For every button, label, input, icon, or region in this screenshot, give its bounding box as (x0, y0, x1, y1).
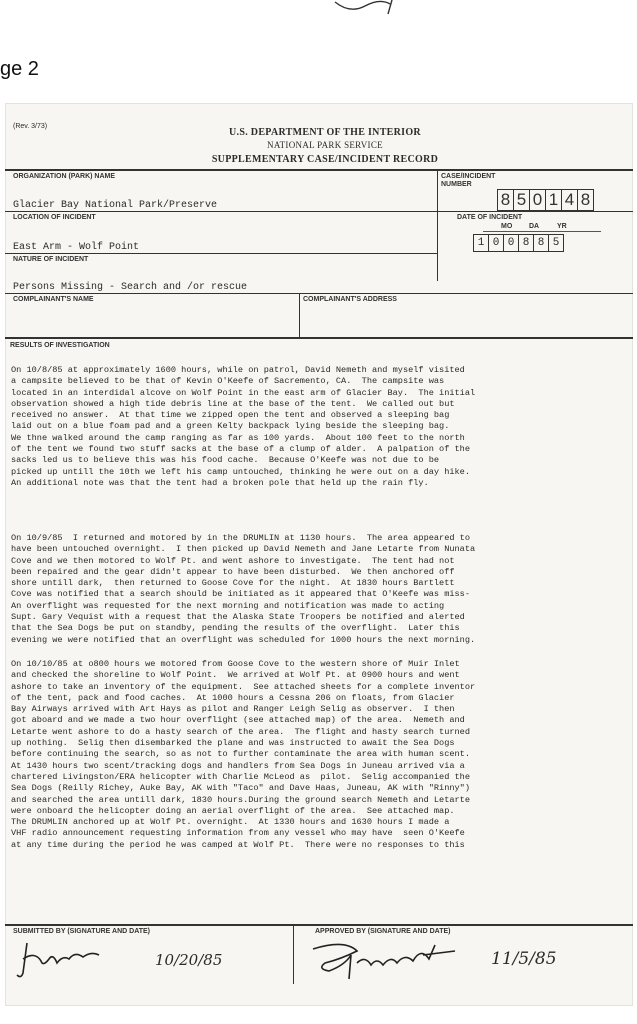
location-value: East Arm - Wolf Point (13, 242, 140, 253)
service-heading: NATIONAL PARK SERVICE (267, 140, 383, 150)
date-year-label: YR (557, 223, 567, 230)
results-label: RESULTS OF INVESTIGATION (10, 342, 110, 349)
divider (5, 169, 633, 171)
nature-value: Persons Missing - Search and /or rescue (13, 282, 248, 293)
submitter-signature (13, 937, 103, 981)
results-paragraph: On 10/8/85 at approximately 1600 hours, while on patrol, David Nemeth and myself visited a campsite believed to be that of Kevin O'Keefe of Sacremento, CA. The campsite was located in an interdidal alcove on Wolf Point in the east arm of Glacier Bay. The initial observation showed a high tide debris line at the base of the tent. We called out but received no answer. At that time we zipped open the tent and observed a sleeping bag laid out on a blue foam pad and a green Kelty backpack lying beside the sleeping bag. We thne walked around the camp ranging as far as 100 yards. About 100 feet to the north of the tent we found two stuff sacks at the base of a clump of alder. A palpation of the sacks led us to believe this was his food cache. Because O'Keefe was not due to be picked up untill the 10th we left his camp untouched, thinking he were out on a day hike. An additional note was that the tent had a broken pole that held up the rain fly. (11, 365, 476, 488)
date-digit: 1 (474, 235, 489, 251)
case-label-line-1: CASE/INCIDENT (441, 173, 496, 180)
case-digit: 1 (546, 190, 562, 210)
case-digit: 0 (530, 190, 546, 210)
date-digit: 0 (504, 235, 519, 251)
date-digit: 0 (489, 235, 504, 251)
divider (5, 253, 437, 254)
divider (437, 211, 633, 212)
case-number-label (441, 173, 495, 189)
results-paragraph: On 10/9/85 I returned and motored by in the DRUMLIN at 1130 hours. The area appeared to have been untouched overnight. I then picked up David Nemeth and Jane Letarte from Nunata Cove and we then motored to Wolf Pt. and went ashore to investigate. The tent had not been repaired and the gear didn't appear to have been disturbed. We then anchored off shore untill dark, then returned to Goose Cove for the night. At 1830 hours Bartlett Cove was notified that a search should be initiated as it appeared that O'Keefe was miss- An overflight was requested for the next morning and notification was made to acting Supt. Gary Vequist with a request that the Alaska State Troopers be notified and alerted that the Sea Dogs be put on standby, pending the results of the overflight. Later this evening we were notified that an overflight was scheduled for 1000 hours the next morning. (11, 533, 476, 645)
divider (483, 231, 601, 232)
divider (5, 924, 633, 926)
case-label-line-2: NUMBER (441, 181, 472, 188)
date-day-label: DA (529, 223, 540, 230)
date-boxes (473, 234, 564, 252)
approved-date: 11/5/85 (491, 949, 557, 969)
approver-signature (305, 935, 465, 985)
case-digit: 8 (498, 190, 514, 210)
divider (299, 293, 300, 337)
page-label: ge 2 (0, 58, 39, 80)
submitted-label: SUBMITTED BY (SIGNATURE AND DATE) (13, 928, 151, 935)
divider (5, 293, 633, 294)
form-revision: (Rev. 3/73) (13, 123, 48, 130)
org-value: Glacier Bay National Park/Preserve (13, 200, 218, 211)
date-digit: 5 (552, 237, 560, 249)
results-paragraph: On 10/10/85 at o800 hours we motored from Goose Cove to the western shore of Muir Inlet and checked the shoreline to Wolf Point. We arrived at Wolf Pt. at 0900 hours and went ashore to take an inventory of the equipment. See attached sheets for a complete inventor of the tent, pack and food caches. At 1000 hours a Cessna 206 on floats, from Glacier Bay Airways arrived with Art Hays as pilot and Ranger Leigh Selig as observer. I then got aboard and we made a two hour overflight (see attached map) of the area. Nemeth and Letarte went ashore to do a hasty search of the area. The flight and hasty search turned up nothing. Selig then disembarked the plane and was instructed to await the Sea Dogs before continuing the search, so as not to further contaminate the area with human scent. At 1430 hours two scent/tracking dogs and handlers from Sea Dogs in Juneau arrived via a chartered Livingston/ERA helicopter with Charlie McLeod as pilot. Selig accompanied the Sea Dogs (Reilly Richey, Auke Bay, AK with "Taco" and Dave Haas, Juneau, AK with "Rinny") and searched the area untill dark, 1830 hours.During the ground search Nemeth and Letarte were onboard the helicopter doing an aerial overflight of the area. See attached map. The DRUMLIN anchored up at Wolf Pt. overnight. At 1330 hours and 1630 hours I made a VHF radio announcement requesting information from any vessel who may have seen O'Keefe at any time during the period he was camped at Wolf Pt. There were no responses to this (11, 659, 476, 850)
org-label: ORGANIZATION (PARK) NAME (13, 173, 116, 180)
nature-label: NATURE OF INCIDENT (13, 256, 89, 263)
date-label: DATE OF INCIDENT (457, 214, 523, 221)
complainant-address-label: COMPLAINANT'S ADDRESS (303, 296, 397, 303)
divider (437, 169, 438, 281)
date-digit: 8 (519, 235, 534, 251)
location-label: LOCATION OF INCIDENT (13, 214, 96, 221)
case-digit: 4 (562, 190, 578, 210)
submitted-date: 10/20/85 (155, 951, 223, 969)
form-title: SUPPLEMENTARY CASE/INCIDENT RECORD (211, 154, 439, 165)
case-digit: 8 (580, 190, 591, 209)
incident-record-form (5, 103, 633, 1006)
approved-label: APPROVED BY (SIGNATURE AND DATE) (315, 928, 451, 935)
signature-fragment (330, 0, 410, 16)
divider (5, 337, 633, 339)
case-digit: 5 (514, 190, 530, 210)
complainant-name-label: COMPLAINANT'S NAME (13, 296, 94, 303)
case-number-boxes (497, 189, 594, 211)
divider (5, 211, 437, 212)
date-digit: 8 (534, 235, 549, 251)
date-month-label: MO (501, 223, 513, 230)
department-heading: U.S. DEPARTMENT OF THE INTERIOR (229, 127, 421, 138)
divider (293, 924, 294, 984)
